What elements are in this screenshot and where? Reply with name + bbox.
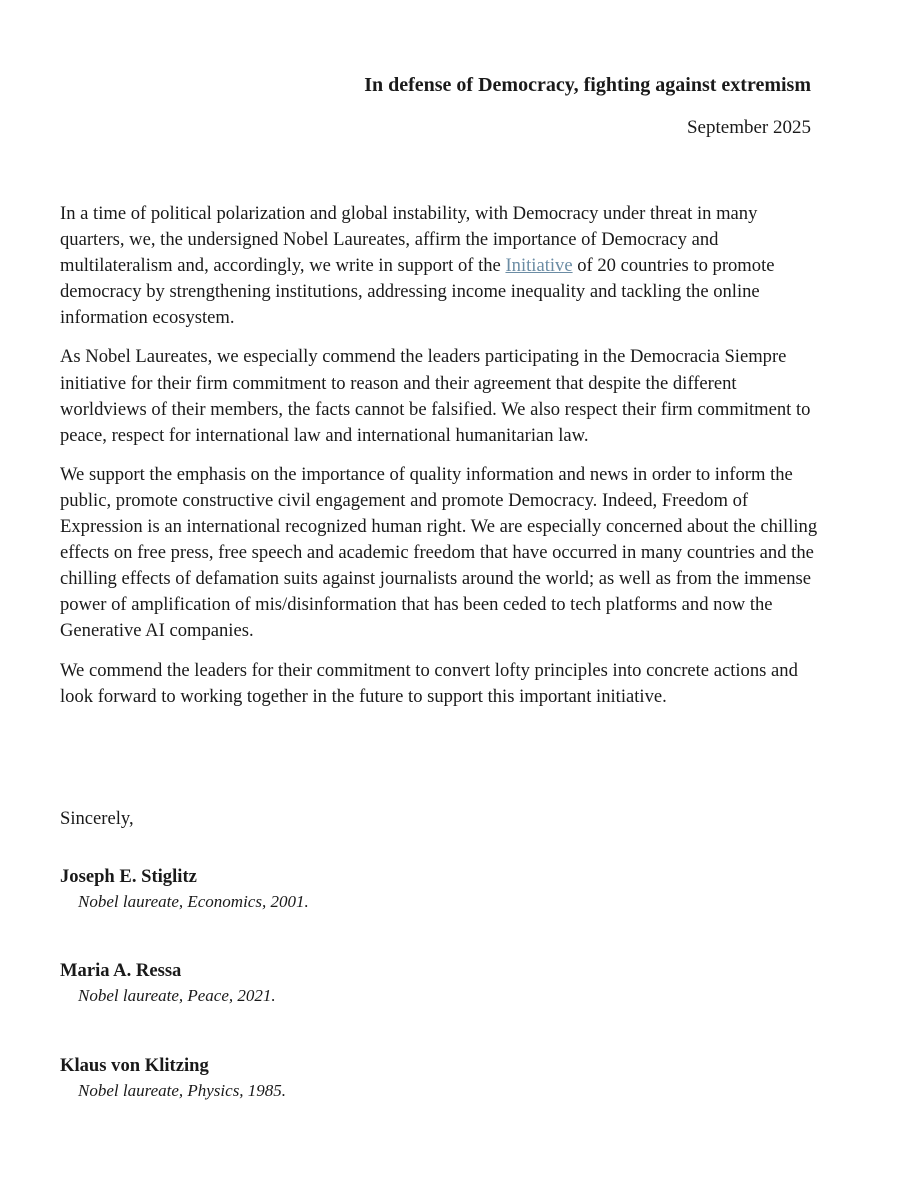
signatory-title: Nobel laureate, Economics, 2001. <box>78 892 309 911</box>
letter-date: September 2025 <box>686 117 811 138</box>
letter-title: In defense of Democracy, fighting against extremism <box>364 74 811 96</box>
signatory <box>60 1055 286 1101</box>
signatory-name: Joseph E. Stiglitz <box>60 866 197 887</box>
signatory-title: Nobel laureate, Physics, 1985. <box>78 1081 287 1100</box>
paragraph-1-text-start: In a time of political polarization and global instability, with Democracy under threat in many quarters, we, the undersigned Nobel Laureates, affirm the importance of Democracy and multilateralism and, accordingly, we write in support of the <box>60 203 758 277</box>
paragraph-4: We commend the leaders for their commitment to convert lofty principles into concrete actions and look forward to working together in the future to support this important initiative. <box>60 659 798 707</box>
signatory-title: Nobel laureate, Peace, 2021. <box>78 986 276 1005</box>
signatory <box>60 960 276 1006</box>
paragraph-2: As Nobel Laureates, we especially commend the leaders participating in the Democracia Siempre initiative for their firm commitment to reason and their agreement that despite the different worldviews of their members, the facts cannot be falsified. We also respect their firm commitment to peace, respect for international law and international humanitarian law. <box>60 346 811 446</box>
letter-body <box>60 201 820 723</box>
signatory-name: Klaus von Klitzing <box>60 1055 209 1076</box>
signatory-name: Maria A. Ressa <box>60 960 182 981</box>
closing-salutation: Sincerely, <box>60 808 134 829</box>
paragraph-1-text-end: of 20 countries to promote democracy by strengthening institutions, addressing income inequality and tackling the online information ecosystem. <box>60 255 775 329</box>
signatory <box>60 866 309 912</box>
paragraph-1 <box>60 201 820 331</box>
initiative-link[interactable]: Initiative <box>505 255 573 277</box>
paragraph-3: We support the emphasis on the importance of quality information and news in order to inform the public, promote constructive civil engagement and promote Democracy. Indeed, Freedom of Expression is an international recognized human right. We are especially concerned about the chilling effects on free press, free speech and academic freedom that have occurred in many countries and the chilling effects of defamation suits against journalists around the world; as well as from the immense power of amplification of mis/disinformation that has been ceded to tech platforms and now the Generative AI companies. <box>60 463 818 642</box>
